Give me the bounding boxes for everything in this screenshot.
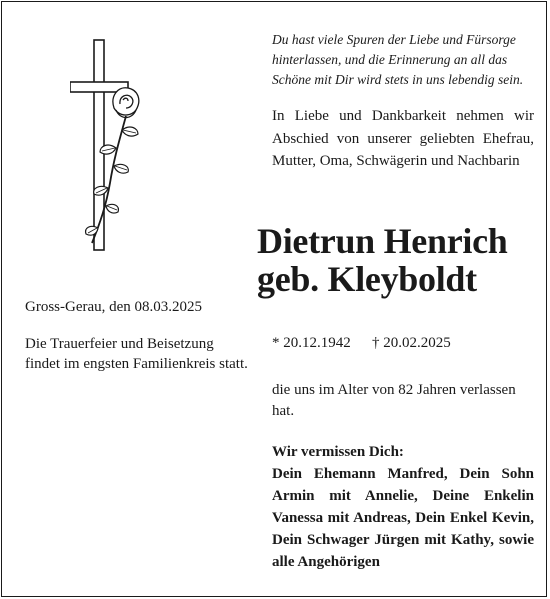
cross-with-rose-icon (70, 38, 150, 278)
life-dates (272, 333, 534, 353)
memorial-quote (272, 30, 534, 90)
deceased-name (257, 222, 547, 298)
farewell-intro: In Liebe und Dankbarkeit nehmen wir Abschied von unserer geliebten Ehefrau, Mutter, Oma, Schwägerin und Nachbarin (272, 108, 534, 169)
quote-line: hinterlassen, und die Erinnerung an all das (272, 52, 508, 67)
mourners-list: Dein Ehemann Manfred, Dein Sohn Armin mit Annelie, Deine Enkelin Vanessa mit Andreas, Dein Enkel Kevin, Dein Schwager Jürgen mit Kathy, sowie alle Angehörigen (272, 466, 534, 570)
birth-date: * 20.12.1942 (272, 335, 351, 351)
deceased-maiden-name: geb. Kleyboldt (257, 259, 477, 299)
age-statement: die uns im Alter von 82 Jahren verlassen hat. (272, 382, 516, 419)
ceremony-notice: Die Trauerfeier und Beisetzung findet im engsten Familienkreis statt. (25, 336, 248, 372)
quote-line: Du hast viele Spuren der Liebe und Fürsorge (272, 32, 516, 47)
deceased-name-line: Dietrun Henrich (257, 221, 508, 261)
mourners-block (272, 441, 534, 573)
quote-line: Schöne mit Dir wird stets in uns lebendig sein. (272, 72, 524, 87)
death-date: † 20.02.2025 (372, 335, 451, 351)
mourners-heading: Wir vermissen Dich: (272, 444, 404, 460)
place-and-date: Gross-Gerau, den 08.03.2025 (25, 299, 203, 315)
